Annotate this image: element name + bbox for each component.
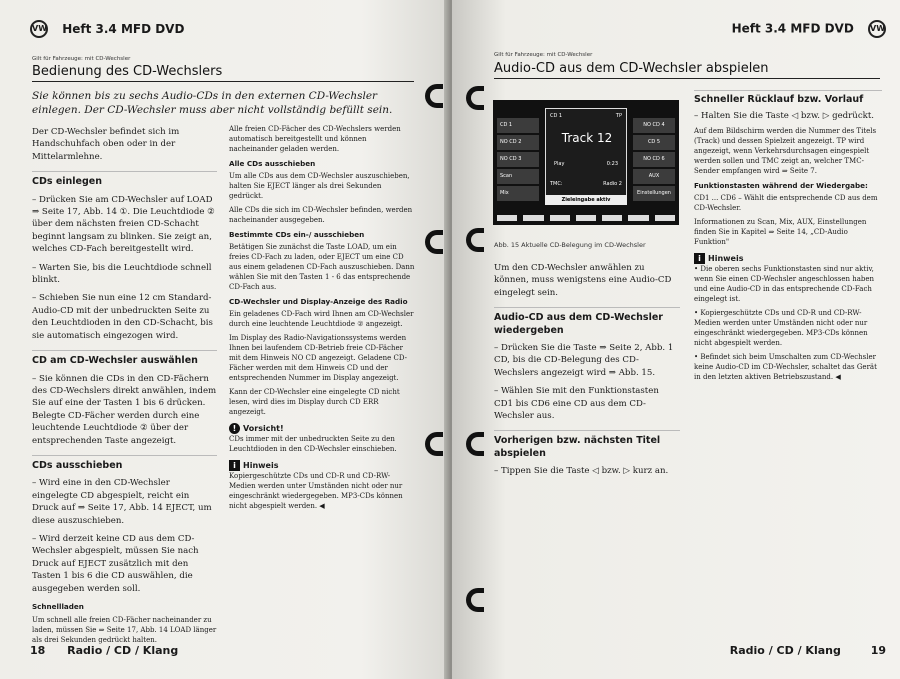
- footer-text: Radio / CD / Klang: [67, 644, 179, 657]
- paragraph: Um alle CDs aus dem CD-Wechsler auszuschieben, halten Sie EJECT länger als drei Sekunden gedrückt.: [229, 172, 410, 200]
- heading: Alle CDs ausschieben: [229, 159, 316, 168]
- page-number: 19: [870, 644, 886, 657]
- paragraph: – Wird derzeit keine CD aus dem CD-Wechsler abgespielt, müssen Sie nach Druck auf EJECT zusätzlich mit den Tasten 1 bis 6 die CD auswählen, die ausgegeben werden soll.: [32, 533, 199, 594]
- display-left-key: NO CD 3: [497, 152, 539, 167]
- display-tp: TP: [615, 113, 622, 119]
- binder-hole-icon: [466, 86, 484, 110]
- display-status-bar: Zieleingabe aktiv: [545, 195, 627, 205]
- footer-text: Radio / CD / Klang: [729, 644, 841, 657]
- heading: Bestimmte CDs ein-/ ausschieben: [229, 230, 365, 239]
- info-icon: i: [694, 253, 705, 264]
- paragraph: Alle CDs die sich im CD-Wechsler befinden, werden nacheinander ausgegeben.: [229, 206, 413, 224]
- warning-heading: [229, 423, 415, 434]
- left-column-2: [229, 124, 415, 515]
- binder-hole-icon: [466, 588, 484, 612]
- display-right-key: NO CD 4: [633, 118, 675, 133]
- paragraph: Betätigen Sie zunächst die Taste LOAD, um ein freies CD-Fach zu laden, oder EJECT um eine CD aus einem geladenen CD-Fach auszuschieben. Dann wählen Sie mit den Tasten 1 - 6 das entsprechende CD-Fach aus.: [229, 243, 415, 291]
- left-header-text: Heft 3.4 MFD DVD: [62, 21, 185, 36]
- paragraph: Informationen zu Scan, Mix, AUX, Einstellungen finden Sie in Kapitel ⇒ Seite 14, „CD-Audio Funktion": [694, 218, 867, 246]
- display-time: 0:23: [606, 161, 618, 167]
- paragraph: CD1 ... CD6 – Wählt die entsprechende CD aus dem CD-Wechsler.: [694, 194, 878, 212]
- heading: Schneller Rücklauf bzw. Vorlauf: [694, 90, 882, 105]
- paragraph: – Schieben Sie nun eine 12 cm Standard-Audio-CD mit der unbedruckten Seite zu den Leuchtdioden in den CD-Schacht, bis sie automatisch eingezogen wird.: [32, 293, 213, 341]
- bullet: • Befindet sich beim Umschalten zum CD-Wechsler keine Audio-CD im CD-Wechsler, schaltet das Gerät in den letzten aktiven Betriebszustand. ◀: [694, 353, 877, 381]
- paragraph: Alle freien CD-Fächer des CD-Wechslers werden automatisch bereitgestellt und können nacheinander geladen werden.: [229, 125, 401, 153]
- left-header: [30, 20, 184, 38]
- paragraph: Um den CD-Wechsler anwählen zu können, muss wenigstens eine Audio-CD eingelegt sein.: [494, 263, 672, 298]
- bullet: • Kopiergeschützte CDs und CD-R und CD-RW-Medien werden unter Umständen nicht oder nur eingeschränkt wiedergegeben. MP3-CDs können nicht abgespielt werden.: [694, 309, 868, 347]
- binder-hole-icon: [466, 228, 484, 252]
- display-track: Track 12: [561, 131, 613, 145]
- display-left-key: Mix: [497, 186, 539, 201]
- display-current-cd: CD 1: [550, 113, 563, 119]
- left-footer: [30, 644, 178, 657]
- paragraph: Der CD-Wechsler befindet sich im Handschuhfach oben oder in der Mittelarmlehne.: [32, 127, 180, 162]
- display-left-key: NO CD 2: [497, 135, 539, 150]
- figure-caption: Abb. 15 Aktuelle CD-Belegung im CD-Wechsler: [494, 241, 646, 249]
- heading: CD-Wechsler und Display-Anzeige des Radio: [229, 297, 408, 306]
- right-header-text: Heft 3.4 MFD DVD: [731, 21, 854, 36]
- info-icon: i: [229, 460, 240, 471]
- paragraph: Im Display des Radio-Navigationssystems werden Ihnen bei laufendem CD-Betrieb freie CD-Fächer mit dem Hinweis NO CD angezeigt. Geladene CD-Fächer werden mit dem Hinweis CD und der entsprechenden Nummer im Display angezeigt.: [229, 334, 407, 382]
- heading: CDs einlegen: [32, 171, 217, 188]
- right-header: [732, 20, 886, 38]
- bullet: • Die oberen sechs Funktionstasten sind nur aktiv, wenn Sie einen CD-Wechsler angeschlossen haben und eine Audio-CD in das entsprechende CD-Fach eingelegt ist.: [694, 265, 875, 303]
- display-right-key: AUX: [633, 169, 675, 184]
- paragraph: – Wird eine in den CD-Wechsler eingelegte CD abgespielt, reicht ein Druck auf ⇒ Seite 17, Abb. 14 EJECT, um diese auszuschieben.: [32, 478, 212, 526]
- display-right-key: NO CD 6: [633, 152, 675, 167]
- info-label: Hinweis: [708, 254, 744, 263]
- info-heading: [694, 253, 882, 264]
- left-vehicle-note: Gilt für Fahrzeuge: mit CD-Wechsler: [32, 56, 131, 62]
- paragraph: – Drücken Sie am CD-Wechsler auf LOAD ⇒ Seite 17, Abb. 14 ①. Die Leuchtdiode ② über dem nächsten freien CD-Schacht beginnt langsam zu blinken. Sie zeigt an, welches CD-Fach bereitgestellt wird.: [32, 194, 215, 255]
- paragraph: – Wählen Sie mit den Funktionstasten CD1 bis CD6 eine CD aus dem CD-Wechsler aus.: [494, 386, 659, 422]
- paragraph: CDs immer mit der unbedruckten Seite zu den Leuchtdioden in den CD-Wechsler einschieben.: [229, 435, 397, 453]
- paragraph: Kann der CD-Wechsler eine eingelegte CD nicht lesen, wird dies im Display durch CD ERR angezeigt.: [229, 388, 400, 416]
- heading: CD am CD-Wechsler auswählen: [32, 350, 217, 367]
- heading: Schnellladen: [32, 602, 84, 611]
- binder-hole-icon: [425, 432, 443, 456]
- paragraph: – Drücken Sie die Taste ⇒ Seite 2, Abb. 1 CD, bis die CD-Belegung des CD-Wechslers angezeigt wird ⇒ Abb. 15.: [494, 343, 674, 378]
- vw-logo-icon: VW: [30, 20, 48, 38]
- paragraph: – Halten Sie die Taste ◁ bzw. ▷ gedrückt.: [694, 111, 875, 121]
- warning-icon: !: [229, 423, 240, 434]
- vw-logo-icon: VW: [868, 20, 886, 38]
- warning-label: Vorsicht!: [243, 424, 284, 433]
- display-play: Play: [554, 161, 565, 167]
- page-number: 18: [30, 644, 46, 657]
- heading: Audio-CD aus dem CD-Wechsler wiedergeben: [494, 307, 680, 337]
- display-right-key: CD 5: [633, 135, 675, 150]
- paragraph: Auf dem Bildschirm werden die Nummer des Titels (Track) und dessen Spielzeit angezeigt. TP wird angezeigt, wenn Verkehrsdurchsagen eingespielt werden sollen und TMC zeigt an, welcher TMC-Sender empfangen wird ⇒ Seite 7.: [694, 127, 877, 175]
- heading: Funktionstasten während der Wiedergabe:: [694, 181, 868, 190]
- left-intro: Sie können bis zu sechs Audio-CDs in den externen CD-Wechsler einlegen. Der CD-Wechsler muss aber nicht vollständig befüllt sein.: [32, 90, 393, 116]
- right-column-2: [694, 90, 882, 386]
- display-left-key: Scan: [497, 169, 539, 184]
- binder-hole-icon: [425, 84, 443, 108]
- binder-hole-icon: [425, 230, 443, 254]
- info-heading: [229, 460, 415, 471]
- info-label: Hinweis: [243, 461, 279, 470]
- right-title: Audio-CD aus dem CD-Wechsler abspielen: [494, 61, 880, 79]
- paragraph: Kopiergeschützte CDs und CD-R und CD-RW-Medien werden unter Umständen nicht oder nur eingeschränkt wiedergegeben. MP3-CDs können nicht abgespielt werden. ◀: [229, 472, 403, 510]
- paragraph: – Tippen Sie die Taste ◁ bzw. ▷ kurz an.: [494, 466, 669, 477]
- heading: Vorherigen bzw. nächsten Titel abspielen: [494, 430, 680, 460]
- right-column-1: [494, 262, 680, 484]
- right-vehicle-note: Gilt für Fahrzeuge: mit CD-Wechsler: [494, 52, 593, 58]
- display-left-key: CD 1: [497, 118, 539, 133]
- display-tabs: [497, 215, 675, 221]
- left-title: Bedienung des CD-Wechslers: [32, 64, 414, 82]
- paragraph: Ein geladenes CD-Fach wird Ihnen am CD-Wechsler durch eine leuchtende Leuchtdiode ② angezeigt.: [229, 310, 414, 328]
- paragraph: Um schnell alle freien CD-Fächer nacheinander zu laden, müssen Sie ⇒ Seite 17, Abb. 14 LOAD länger als drei Sekunden gedrückt halten.: [32, 616, 217, 645]
- paragraph: – Sie können die CDs in den CD-Fächern des CD-Wechslers direkt anwählen, indem Sie auf eine der Tasten 1 bis 6 drücken. Belegte CD-Fächer werden durch eine leuchtende Leuchtdiode ② über der entsprechenden Taste angezeigt.: [32, 373, 217, 446]
- cd-changer-display: [493, 100, 679, 225]
- paragraph: – Warten Sie, bis die Leuchtdiode schnell blinkt.: [32, 262, 212, 286]
- display-right-key: Einstellungen: [633, 186, 675, 201]
- display-tmc: TMC:: [550, 181, 563, 187]
- heading: CDs ausschieben: [32, 455, 217, 472]
- right-footer: [730, 644, 886, 657]
- left-column-1: [32, 126, 217, 651]
- display-radio: Radio 2: [603, 181, 622, 187]
- display-center-panel: [545, 108, 627, 200]
- binder-hole-icon: [466, 432, 484, 456]
